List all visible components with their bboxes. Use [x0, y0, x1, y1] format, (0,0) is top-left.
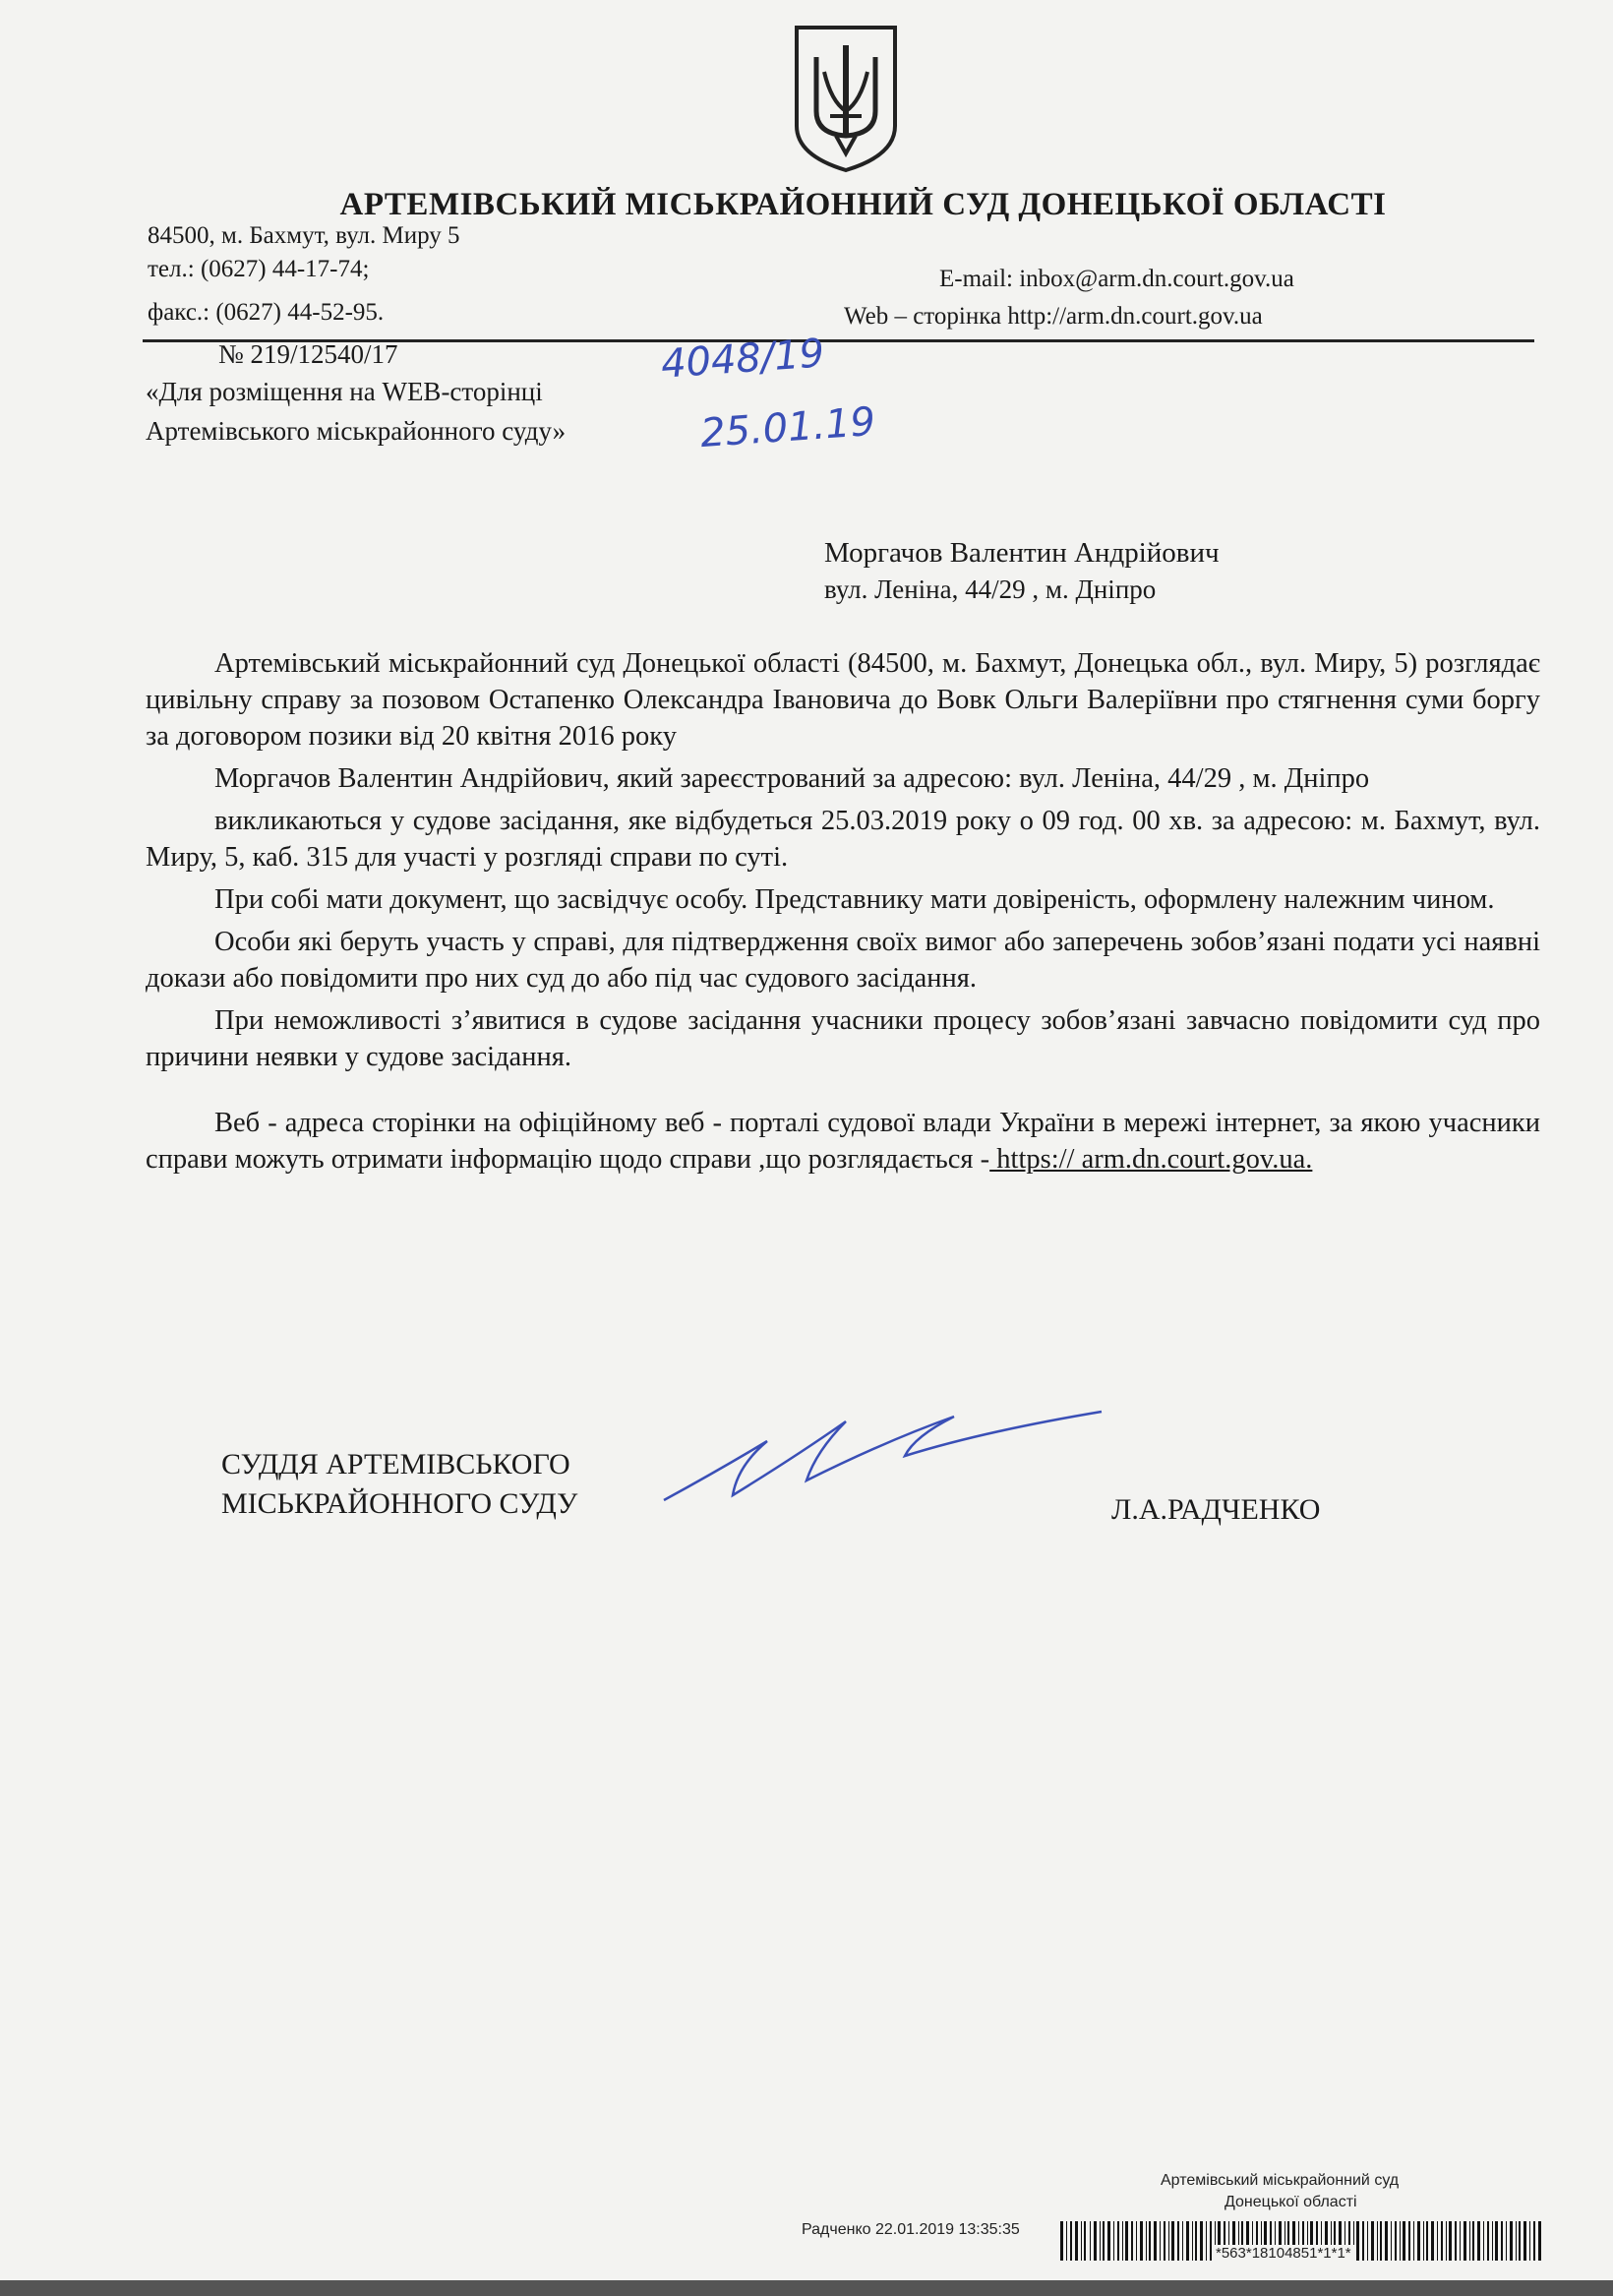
coat-of-arms-icon [787, 18, 905, 175]
court-fax: факс.: (0627) 44-52-95. [148, 299, 385, 326]
court-address: 84500, м. Бахмут, вул. Миру 5 [148, 222, 460, 249]
judge-title-line1: СУДДЯ АРТЕМІВСЬКОГО [221, 1448, 570, 1480]
body-paragraph: Особи які беруть участь у справі, для підтвердження своїх вимог або заперечень зобов’язані подати усі наявні докази або повідомити про них суд до або під час судового засідання. [146, 927, 1540, 994]
body-paragraph: При собі мати документ, що засвідчує особу. Представнику мати довіреність, оформлену належним чином. [214, 884, 1495, 915]
publication-note-line1: «Для розміщення на WEB-сторінці [146, 377, 543, 406]
publication-note-line2: Артемівського міськрайонного суду» [146, 416, 567, 446]
court-web: Web – сторінка http://arm.dn.court.gov.ua [844, 303, 1263, 330]
recipient-name: Моргачов Валентин Андрійович [824, 537, 1220, 569]
handwritten-registration-number: 4048/19 [659, 331, 826, 388]
court-email: E-mail: inbox@arm.dn.court.gov.ua [939, 266, 1294, 292]
portal-url-link[interactable]: https:// arm.dn.court.gov.ua. [989, 1144, 1313, 1175]
judge-name: Л.А.РАДЧЕНКО [1111, 1493, 1321, 1526]
stamp-court-line1: Артемівський міськрайонний суд [1161, 2172, 1400, 2189]
court-name-heading: АРТЕМІВСЬКИЙ МІСЬКРАЙОННИЙ СУД ДОНЕЦЬКОЇ ОБЛАСТІ [339, 187, 1387, 222]
judge-signature-icon [659, 1402, 1111, 1515]
body-paragraph: Моргачов Валентин Андрійович, який зареєстрований за адресою: вул. Леніна, 44/29 , м. Дніпро [214, 763, 1370, 794]
body-paragraph [146, 1105, 1540, 1178]
barcode-number: *563*18104851*1*1* [1212, 2245, 1355, 2262]
scan-bottom-edge [0, 2280, 1613, 2296]
body-paragraph: Артемівський міськрайонний суд Донецької області (84500, м. Бахмут, Донецька обл., вул. Миру, 5) розглядає цивільну справу за позовом Остапенко Олександра Івановича до Вовк Ольги Валеріївни про стягнення суми боргу за договором позики від 20 квітня 2016 року [146, 648, 1540, 752]
judge-title-line2: МІСЬКРАЙОННОГО СУДУ [221, 1487, 578, 1520]
stamp-operator-timestamp: Радченко 22.01.2019 13:35:35 [802, 2221, 1020, 2238]
body-paragraph: викликаються у судове засідання, яке відбудеться 25.03.2019 року о 09 год. 00 хв. за адресою: м. Бахмут, вул. Миру, 5, каб. 315 для участі у розгляді справи по суті. [146, 806, 1540, 873]
stamp-court-line2: Донецької області [1225, 2194, 1357, 2210]
body-paragraph: При неможливості з’явитися в судове засідання учасники процесу зобов’язані завчасно повідомити суд про причини неявки у судове засідання. [146, 1005, 1540, 1072]
court-phone: тел.: (0627) 44-17-74; [148, 256, 370, 282]
handwritten-date: 25.01.19 [698, 398, 877, 457]
case-number: № 219/12540/17 [218, 339, 398, 369]
notice-body [146, 645, 1540, 1183]
portal-text: Веб - адреса сторінки на офіційному веб - порталі судової влади України в мережі інтернет, за якою учасники справи можуть отримати інформацію щодо справи ,що розглядається - [146, 1108, 1540, 1175]
recipient-address: вул. Леніна, 44/29 , м. Дніпро [824, 574, 1157, 604]
